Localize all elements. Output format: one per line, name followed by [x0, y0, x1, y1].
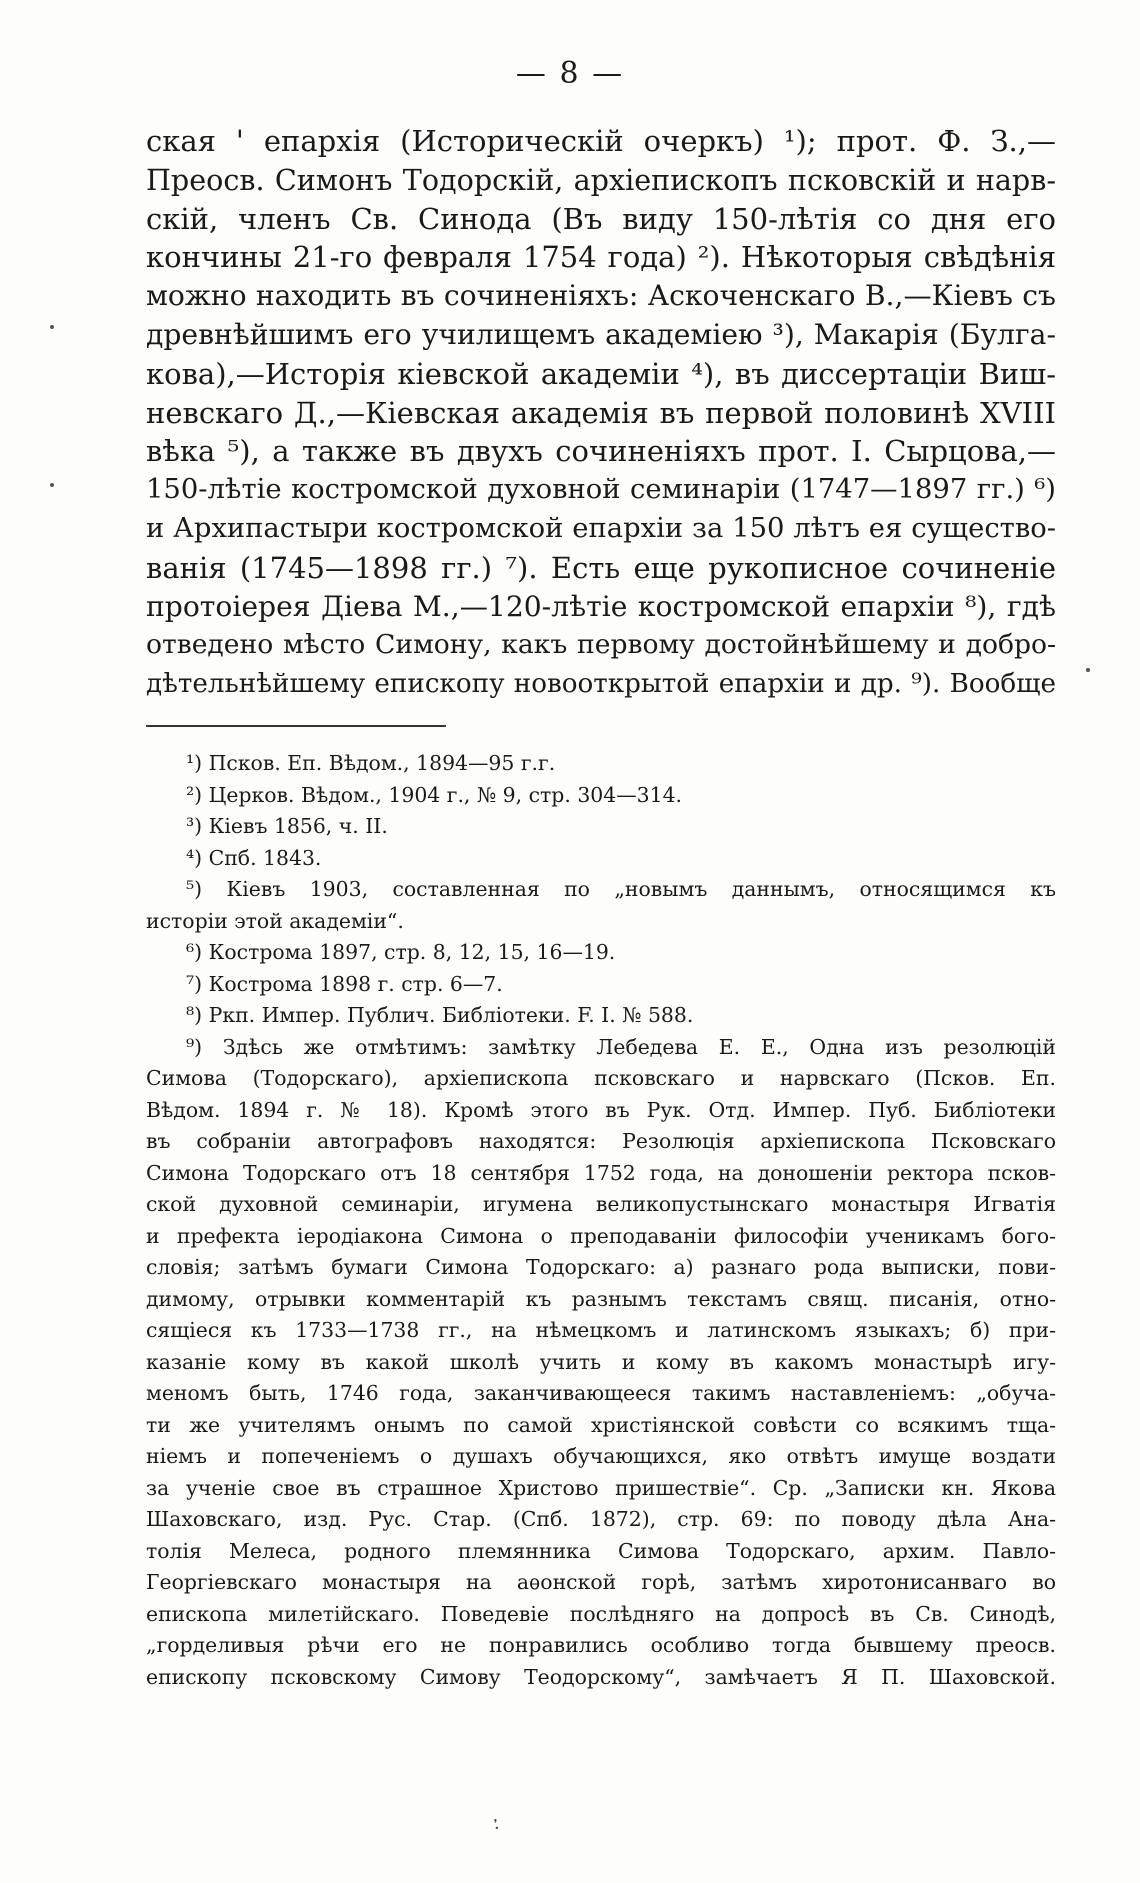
footnote-line: и префекта іеродіакона Симона о преподаваніи философіи ученикамъ бого- [146, 1223, 1056, 1248]
footnote-line: епископу псковскому Симову Теодорскому“, замѣчаетъ Я П. Шаховской. [146, 1664, 1056, 1689]
footnote-line: казаніе кому въ какой школѣ учить и кому въ какомъ монастырѣ игу- [146, 1349, 1056, 1374]
text-line: скій, членъ Св. Синода (Въ виду 150-лѣтія со дня его [146, 201, 1056, 236]
page-number: — 8 — [515, 56, 625, 91]
footnote-line: Симова (Тодорскаго), архіепископа псковскаго и нарвскаго (Псков. Еп. [146, 1066, 1056, 1090]
footnote-line: ⁶) Кострома 1897, стр. 8, 12, 15, 16—19. [186, 940, 616, 964]
text-line: ванія (1745—1898 гг.) ⁷). Есть еще рукописное сочиненіе [146, 550, 1056, 585]
footnote-line: Симона Тодорскаго отъ 18 сентября 1752 года, на доношеніи ректора псков- [146, 1160, 1056, 1185]
footnote-line: епископа милетійскаго. Поведевіе послѣдняго на допросѣ въ Св. Синодѣ, [146, 1601, 1056, 1626]
footnote-line: димому, отрывки комментарій къ разнымъ текстамъ свящ. писанія, отно- [146, 1286, 1056, 1311]
footnote-line: словія; затѣмъ бумаги Симона Тодорскаго: а) разнаго рода выписки, пови- [146, 1255, 1056, 1279]
footnote-line: Шаховскаго, изд. Рус. Стар. (Спб. 1872), стр. 69: по поводу дѣла Ана- [146, 1507, 1056, 1531]
footnote-line: ³) Кіевъ 1856, ч. II. [186, 814, 388, 838]
footnote-line: ²) Церков. Вѣдом., 1904 г., № 9, стр. 304—314. [186, 782, 683, 807]
footnote-line: ⁴) Спб. 1843. [186, 845, 322, 870]
text-line: дѣтельнѣйшему епископу новооткрытой епархіи и др. ⁹). Вообще [146, 669, 1056, 700]
text-line: можно находить въ сочиненіяхъ: Аскоченскаго В.,—Кіевъ съ [146, 279, 1056, 313]
text-line: ская ' епархія (Историческій очеркъ) ¹); прот. Ф. З.,— [146, 124, 1056, 158]
footnote-line: ніемъ и попеченіемъ о душахъ обучающихся, яко отвѣтъ имуще воздати [146, 1444, 1056, 1468]
footnote-line: толія Мелеса, родного племянника Симова Тодорскаго, архим. Павло- [146, 1538, 1056, 1563]
text-line: невскаго Д.,—Кіевская академія въ первой половинѣ XVIII [146, 395, 1056, 430]
footnotes [146, 748, 1056, 1693]
footnote-line: исторіи этой академіи“. [146, 908, 404, 933]
margin-dot [50, 483, 54, 487]
footnote-line: ⁸) Ркп. Импер. Публич. Библіотеки. F. I. № 588. [186, 1003, 694, 1027]
footnote-line: въ собраніи автографовъ находятся: Резолюція архіепископа Псковскаго [146, 1129, 1056, 1153]
footnote-line: ской духовной семинаріи, игумена великопустынскаго монастыря Игватія [146, 1192, 1056, 1216]
text-line: кова),—Исторія кіевской академіи ⁴), въ диссертаціи Виш- [146, 356, 1056, 391]
text-line: Преосв. Симонъ Тодорскій, архіепископъ псковскій и нарв- [146, 162, 1056, 197]
text-line: вѣка ⁵), а также въ двухъ сочиненіяхъ прот. І. Сырцова,— [146, 434, 1056, 469]
text-line: древнѣйшимъ его училищемъ академіею ³), Макарія (Булга- [146, 317, 1056, 351]
main-text [146, 122, 1056, 704]
footnote-line: „горделивыя рѣчи его не понравились особливо тогда бывшему преосв. [146, 1633, 1056, 1657]
footnote-line: ⁹) Здѣсь же отмѣтимъ: замѣтку Лебедева Е. Е., Одна изъ резолюцій [186, 1034, 1056, 1059]
text-line: протоіерея Діева М.,—120-лѣтіе костромской епархіи ⁸), гдѣ [146, 589, 1056, 623]
text-line: кончины 21-го февраля 1754 года) ²). Нѣкоторыя свѣдѣнія [146, 240, 1056, 275]
text-line: и Архипастыри костромской епархіи за 150 лѣтъ ея существо- [146, 512, 1056, 544]
footnote-line: меномъ быть, 1746 года, заканчивающееся такимъ наставленіемъ: „обуча- [146, 1381, 1056, 1405]
footnote-separator [146, 725, 446, 727]
footnote-line: ¹) Псков. Еп. Вѣдом., 1894—95 г.г. [186, 751, 556, 775]
footnote-line: ⁷) Кострома 1898 г. стр. 6—7. [186, 971, 503, 996]
footnote-line: Вѣдом. 1894 г. № 18). Кромѣ этого въ Рук. Отд. Импер. Пуб. Библіотеки [146, 1097, 1056, 1122]
bottom-mark: ·̓ [494, 1818, 500, 1839]
footnote-line: ти же учителямъ онымъ по самой христіянской совѣсти со всякимъ тща- [146, 1412, 1056, 1437]
margin-dot [50, 325, 54, 329]
footnote-line: сящіеся къ 1733—1738 гг., на нѣмецкомъ и латинскомъ языкахъ; б) при- [146, 1318, 1056, 1342]
text-line: 150-лѣтіе костромской духовной семинаріи (1747—1897 гг.) ⁶) [146, 474, 1056, 506]
footnote-line: ⁵) Кіевъ 1903, составленная по „новымъ даннымъ, относящимся къ [186, 877, 1056, 901]
footnote-line: Георгіевскаго монастыря на аѳонской горѣ, затѣмъ хиротонисанваго во [146, 1570, 1056, 1594]
margin-dot [1086, 668, 1090, 672]
text-line: отведено мѣсто Симону, какъ первому достойнѣйшему и добро- [146, 629, 1056, 661]
footnote-line: за ученіе свое въ страшное Христово пришествіе“. Ср. „Записки кн. Якова [146, 1475, 1056, 1500]
